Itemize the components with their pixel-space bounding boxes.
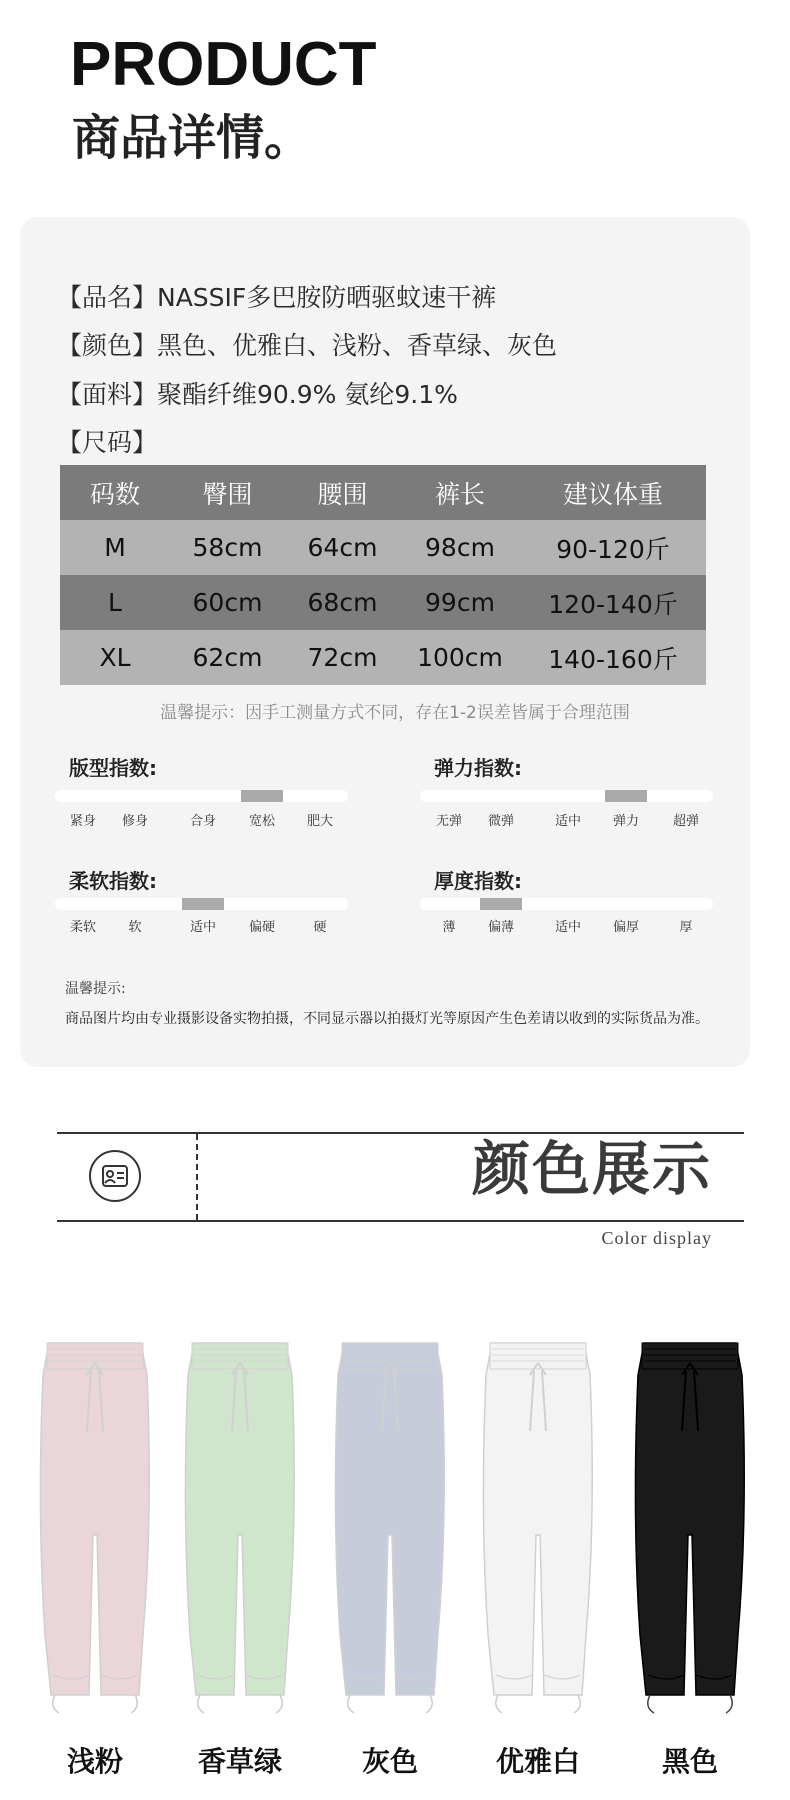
- pants-image: [35, 1335, 155, 1715]
- size-table-header: [60, 465, 706, 520]
- soft-index-label: 柔软: [69, 920, 97, 935]
- col-length: 裤长: [434, 479, 485, 509]
- table-cell: XL: [99, 643, 131, 672]
- thickness-index-track: [420, 898, 713, 910]
- table-row: [60, 575, 706, 630]
- product-details-heading: 商品详情。: [72, 110, 313, 166]
- soft-index-label: 偏硬: [248, 920, 276, 935]
- color-display-subtitle: Color display: [601, 1228, 712, 1248]
- stretch-index-title: 弹力指数:: [434, 756, 522, 780]
- thickness-index-label: 偏厚: [612, 920, 640, 935]
- product-colors: 【颜色】黑色、优雅白、浅粉、香草绿、灰色: [57, 331, 558, 360]
- tip-title: 温馨提示:: [65, 981, 126, 997]
- size-table: [60, 465, 706, 685]
- color-label: 优雅白: [495, 1745, 580, 1778]
- fit-index-label: 肥大: [306, 814, 334, 829]
- soft-index-title: 柔软指数:: [69, 869, 157, 893]
- soft-index-label: 软: [128, 920, 142, 935]
- id-card-icon: [89, 1150, 141, 1202]
- fit-index-label: 宽松: [248, 814, 276, 829]
- stretch-index-label: 适中: [554, 814, 582, 829]
- product-name: 【品名】NASSIF多巴胺防晒驱蚊速干裤: [57, 283, 497, 312]
- table-cell: 140-160斤: [548, 644, 678, 674]
- table-cell: M: [104, 533, 126, 562]
- stretch-index-label: 弹力: [612, 814, 640, 829]
- table-cell: 120-140斤: [548, 589, 678, 619]
- banner-bottom-rule: [57, 1220, 744, 1222]
- banner-divider: [196, 1134, 198, 1220]
- col-weight: 建议体重: [562, 479, 663, 509]
- table-cell: 99cm: [425, 588, 495, 617]
- fit-index-title: 版型指数:: [69, 756, 157, 780]
- pants-image: [180, 1335, 300, 1715]
- stretch-index-marker: [605, 790, 647, 802]
- table-cell: 98cm: [425, 533, 495, 562]
- measurement-note: 温馨提示：因手工测量方式不同，存在1-2误差皆属于合理范围: [160, 703, 630, 723]
- product-fabric: 【面料】聚酯纤维90.9% 氨纶9.1%: [57, 380, 458, 409]
- soft-index-marker: [182, 898, 224, 910]
- table-cell: 62cm: [192, 643, 263, 672]
- thickness-index-label: 薄: [442, 920, 456, 935]
- table-cell: 90-120斤: [556, 534, 670, 564]
- col-waist: 腰围: [317, 479, 368, 509]
- color-label: 香草绿: [197, 1745, 282, 1778]
- color-label: 浅粉: [66, 1745, 123, 1778]
- soft-index-label: 适中: [189, 920, 217, 935]
- color-display-title: 颜色展示: [471, 1135, 712, 1203]
- table-cell: 58cm: [192, 533, 263, 562]
- table-cell: 100cm: [417, 643, 503, 672]
- fit-index-marker: [241, 790, 283, 802]
- pants-image: [330, 1335, 450, 1715]
- table-cell: 72cm: [307, 643, 378, 672]
- stretch-index-label: 微弹: [487, 814, 515, 829]
- thickness-index-marker: [480, 898, 522, 910]
- table-row: [60, 520, 706, 575]
- fit-index-label: 修身: [121, 814, 149, 829]
- product-heading: PRODUCT: [70, 30, 377, 99]
- col-size: 码数: [89, 479, 140, 509]
- tip-body: 商品图片均由专业摄影设备实物拍摄，不同显示器以拍摄灯光等原因产生色差请以收到的实际货品为准。: [65, 1011, 709, 1027]
- fit-index-label: 紧身: [69, 814, 97, 829]
- thickness-index-title: 厚度指数:: [434, 869, 522, 893]
- color-label: 灰色: [361, 1745, 418, 1778]
- size-heading: 【尺码】: [57, 428, 158, 457]
- fit-index-label: 合身: [189, 814, 217, 829]
- stretch-index-label: 超弹: [672, 814, 700, 829]
- stretch-index-track: [420, 790, 713, 802]
- soft-index-label: 硬: [313, 920, 327, 935]
- thickness-index-label: 适中: [554, 920, 582, 935]
- soft-index-track: [55, 898, 348, 910]
- col-hip: 臀围: [202, 479, 253, 509]
- table-cell: L: [108, 588, 122, 617]
- table-cell: 64cm: [307, 533, 378, 562]
- table-row: [60, 630, 706, 685]
- thickness-index-label: 厚: [679, 920, 693, 935]
- fit-index-track: [55, 790, 348, 802]
- table-cell: 60cm: [192, 588, 263, 617]
- banner-top-rule: [57, 1132, 744, 1134]
- color-label: 黑色: [661, 1745, 718, 1778]
- thickness-index-label: 偏薄: [487, 920, 515, 935]
- stretch-index-label: 无弹: [435, 814, 463, 829]
- table-cell: 68cm: [307, 588, 378, 617]
- pants-image: [478, 1335, 598, 1715]
- pants-image: [630, 1335, 750, 1715]
